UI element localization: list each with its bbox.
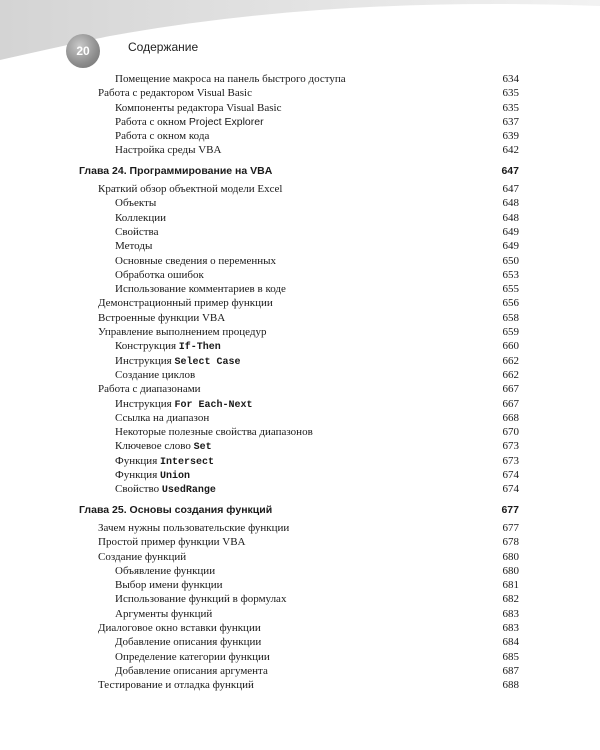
toc-entry-text: Добавление описания функции xyxy=(115,636,262,649)
toc-entry-title xyxy=(115,211,166,225)
toc-entry-row[interactable] xyxy=(79,521,519,535)
toc-page-number: 650 xyxy=(502,254,519,267)
toc-entry-row[interactable] xyxy=(79,268,519,282)
toc-page-number: 634 xyxy=(502,73,519,85)
toc-entry-row[interactable] xyxy=(79,182,519,196)
toc-entry-text: Обработка ошибок xyxy=(115,268,204,281)
toc-page-number: 662 xyxy=(502,368,519,381)
toc-page-number: 674 xyxy=(502,469,519,482)
toc-entry-text: Свойство xyxy=(115,483,162,496)
toc-entry-row[interactable] xyxy=(79,296,519,310)
toc-entry-text: Встроенные функции VBA xyxy=(98,311,226,324)
toc-entry-text: Работа с диапазонами xyxy=(98,383,201,396)
toc-entry-text: Функция xyxy=(115,454,161,467)
toc-entry-row[interactable] xyxy=(79,101,519,115)
toc-entry-text: Диалоговое окно вставки функции xyxy=(98,621,261,634)
page-header xyxy=(0,0,600,78)
toc-entry-title xyxy=(115,564,215,578)
toc-entry-row[interactable] xyxy=(79,411,519,425)
toc-entry-title xyxy=(79,503,272,517)
toc-entry-title xyxy=(98,550,186,564)
toc-entry-text: Определение категории функции xyxy=(115,650,270,663)
toc-entry-text: Intersect xyxy=(160,456,215,468)
toc-entry-title xyxy=(98,621,261,635)
toc-page-number: 659 xyxy=(502,326,519,339)
toc-entry-text: Объявление функции xyxy=(115,564,216,577)
toc-entry-title xyxy=(98,86,252,100)
page-number-badge xyxy=(66,34,100,68)
toc-entry-title xyxy=(115,664,268,678)
toc-page-number: 668 xyxy=(502,411,519,424)
toc-page-number: 649 xyxy=(502,240,519,253)
toc-entry-row[interactable] xyxy=(79,678,519,692)
toc-chapter-row[interactable] xyxy=(79,503,519,517)
toc-entry-title xyxy=(115,129,209,143)
toc-entry-title xyxy=(115,425,313,439)
toc-entry-row[interactable] xyxy=(79,482,519,496)
toc-entry-row[interactable] xyxy=(79,592,519,606)
toc-entry-row[interactable] xyxy=(79,354,519,368)
toc-entry-text: Инструкция xyxy=(115,397,175,410)
toc-entry-text: Union xyxy=(160,471,191,483)
toc-page-number: 635 xyxy=(502,101,519,114)
toc-entry-text: Set xyxy=(193,442,212,454)
toc-entry-row[interactable] xyxy=(79,382,519,396)
toc-entry-text: Тестирование и отладка функций xyxy=(98,679,254,692)
toc-entry-text: Использование функций в формулах xyxy=(115,593,287,606)
toc-entry-text: Простой пример функции VBA xyxy=(98,536,246,549)
toc-entry-row[interactable] xyxy=(79,129,519,143)
toc-page-number: 680 xyxy=(502,564,519,577)
toc-entry-title xyxy=(115,72,346,86)
toc-entry-title xyxy=(115,578,223,592)
toc-entry-title xyxy=(115,225,158,239)
toc-entry-row[interactable] xyxy=(79,621,519,635)
toc-page-number: 677 xyxy=(501,503,519,516)
toc-entry-text: Select Case xyxy=(174,356,241,368)
toc-page-number: 683 xyxy=(502,621,519,634)
toc-page-number: 658 xyxy=(502,311,519,324)
toc-entry-text: Объекты xyxy=(115,197,157,210)
toc-entry-text: Помещение макроса на панель быстрого доступа xyxy=(115,73,346,85)
toc-entry-row[interactable] xyxy=(79,143,519,157)
toc-page-number: 685 xyxy=(502,650,519,663)
toc-entry-text: Ссылка на диапазон xyxy=(115,411,210,424)
toc-entry-row[interactable] xyxy=(79,454,519,468)
toc-entry-title xyxy=(115,607,212,621)
toc-page-number: 670 xyxy=(502,426,519,439)
toc-entry-row[interactable] xyxy=(79,607,519,621)
toc-page-number: 639 xyxy=(502,130,519,143)
toc-entry-row[interactable] xyxy=(79,635,519,649)
toc-entry-text: Создание функций xyxy=(98,550,187,563)
toc-entry-text: Конструкция xyxy=(115,340,179,353)
toc-entry-row[interactable] xyxy=(79,239,519,253)
toc-entry-text: Свойства xyxy=(115,225,159,238)
toc-page-number: 673 xyxy=(502,440,519,453)
table-of-contents xyxy=(79,72,519,692)
toc-page-number: 647 xyxy=(501,164,519,177)
toc-entry-title xyxy=(98,325,266,339)
toc-entry-row[interactable] xyxy=(79,397,519,411)
toc-entry-row[interactable] xyxy=(79,86,519,100)
toc-entry-title xyxy=(115,115,264,129)
toc-entry-title xyxy=(115,482,216,498)
toc-entry-title xyxy=(98,535,246,549)
toc-page-number: 687 xyxy=(502,664,519,677)
toc-entry-text: For Each-Next xyxy=(174,399,253,411)
toc-entry-text: Работа с окном xyxy=(115,115,189,128)
toc-entry-row[interactable] xyxy=(79,468,519,482)
toc-entry-text: Основные сведения о переменных xyxy=(115,254,277,267)
toc-entry-row[interactable] xyxy=(79,115,519,129)
toc-entry-title xyxy=(115,368,195,382)
toc-entry-text: Создание циклов xyxy=(115,368,196,381)
toc-page-number: 647 xyxy=(502,183,519,196)
toc-page-number: 673 xyxy=(502,454,519,467)
toc-entry-text: Некоторые полезные свойства диапазонов xyxy=(115,426,313,439)
toc-entry-text: Работа с окном кода xyxy=(115,130,210,143)
toc-page-number: 682 xyxy=(502,593,519,606)
toc-entry-text: Компоненты редактора Visual Basic xyxy=(115,101,282,114)
toc-page-number: 681 xyxy=(502,579,519,592)
toc-entry-row[interactable] xyxy=(79,196,519,210)
toc-entry-title xyxy=(115,282,286,296)
toc-entry-text: Управление выполнением процедур xyxy=(98,326,267,339)
toc-entry-text: Настройка среды VBA xyxy=(115,144,222,157)
toc-entry-text: Выбор имени функции xyxy=(115,579,223,592)
toc-entry-row[interactable] xyxy=(79,650,519,664)
toc-page-number: 635 xyxy=(502,87,519,100)
toc-entry-title xyxy=(115,143,221,157)
toc-entry-row[interactable] xyxy=(79,439,519,453)
toc-entry-text: Демонстрационный пример функции xyxy=(98,297,273,310)
toc-page-number: 667 xyxy=(502,397,519,410)
toc-page-number: 642 xyxy=(502,144,519,157)
toc-entry-row[interactable] xyxy=(79,72,519,86)
toc-entry-row[interactable] xyxy=(79,368,519,382)
toc-entry-text: UsedRange xyxy=(161,485,216,497)
toc-entry-title xyxy=(115,254,276,268)
toc-page-number: 662 xyxy=(502,354,519,367)
toc-entry-text: Глава 24. Программирование на VBA xyxy=(79,164,273,177)
toc-entry-text: Аргументы функций xyxy=(115,607,213,620)
toc-chapter-row[interactable] xyxy=(79,164,519,178)
toc-page-number: 660 xyxy=(502,340,519,353)
toc-entry-title xyxy=(115,268,204,282)
toc-page-number: 648 xyxy=(502,211,519,224)
toc-page-number: 648 xyxy=(502,197,519,210)
toc-entry-title xyxy=(98,382,201,396)
toc-page-number: 655 xyxy=(502,283,519,296)
toc-entry-title xyxy=(79,164,272,178)
toc-entry-title xyxy=(115,196,156,210)
toc-entry-title xyxy=(115,592,286,606)
toc-entry-row[interactable] xyxy=(79,282,519,296)
toc-entry-text: Работа с редактором Visual Basic xyxy=(98,87,252,100)
toc-page-number: 637 xyxy=(502,115,519,128)
toc-entry-text: Добавление описания аргумента xyxy=(115,664,268,677)
toc-entry-row[interactable] xyxy=(79,564,519,578)
toc-page-number: 683 xyxy=(502,607,519,620)
toc-entry-text: Инструкция xyxy=(115,354,175,367)
running-title: Содержание xyxy=(128,40,199,54)
toc-entry-title xyxy=(115,635,261,649)
toc-page-number: 653 xyxy=(502,268,519,281)
toc-page-number: 677 xyxy=(502,521,519,534)
toc-entry-row[interactable] xyxy=(79,339,519,353)
toc-entry-text: Краткий обзор объектной модели Excel xyxy=(98,183,283,196)
toc-page-number: 684 xyxy=(502,636,519,649)
toc-entry-title xyxy=(98,182,282,196)
page-number: 20 xyxy=(76,44,90,58)
toc-entry-title xyxy=(98,521,289,535)
toc-entry-row[interactable] xyxy=(79,550,519,564)
toc-entry-title xyxy=(98,296,273,310)
toc-entry-text: Project Explorer xyxy=(188,115,264,128)
toc-page-number: 680 xyxy=(502,550,519,563)
toc-entry-title xyxy=(98,311,225,325)
toc-entry-row[interactable] xyxy=(79,578,519,592)
toc-entry-text: Использование комментариев в коде xyxy=(115,283,286,296)
toc-entry-text: Функция xyxy=(115,469,161,482)
toc-entry-text: Методы xyxy=(115,240,153,253)
toc-entry-row[interactable] xyxy=(79,425,519,439)
toc-entry-row[interactable] xyxy=(79,325,519,339)
toc-page-number: 678 xyxy=(502,536,519,549)
toc-entry-row[interactable] xyxy=(79,254,519,268)
toc-entry-title xyxy=(98,678,254,692)
toc-entry-row[interactable] xyxy=(79,211,519,225)
toc-entry-text: Глава 25. Основы создания функций xyxy=(79,503,273,516)
toc-entry-row[interactable] xyxy=(79,664,519,678)
toc-entry-text: Коллекции xyxy=(115,211,167,224)
toc-entry-row[interactable] xyxy=(79,311,519,325)
toc-entry-title xyxy=(115,650,270,664)
toc-page-number: 656 xyxy=(502,297,519,310)
toc-entry-title xyxy=(115,239,152,253)
toc-entry-row[interactable] xyxy=(79,225,519,239)
toc-entry-title xyxy=(115,411,209,425)
toc-entry-text: Зачем нужны пользовательские функции xyxy=(98,521,290,534)
toc-page-number: 688 xyxy=(502,679,519,692)
toc-entry-text: If-Then xyxy=(178,342,221,354)
toc-entry-text: Ключевое слово xyxy=(115,440,194,453)
toc-page-number: 674 xyxy=(502,483,519,496)
toc-page-number: 667 xyxy=(502,383,519,396)
toc-entry-title xyxy=(115,101,282,115)
toc-page-number: 649 xyxy=(502,225,519,238)
toc-entry-row[interactable] xyxy=(79,535,519,549)
